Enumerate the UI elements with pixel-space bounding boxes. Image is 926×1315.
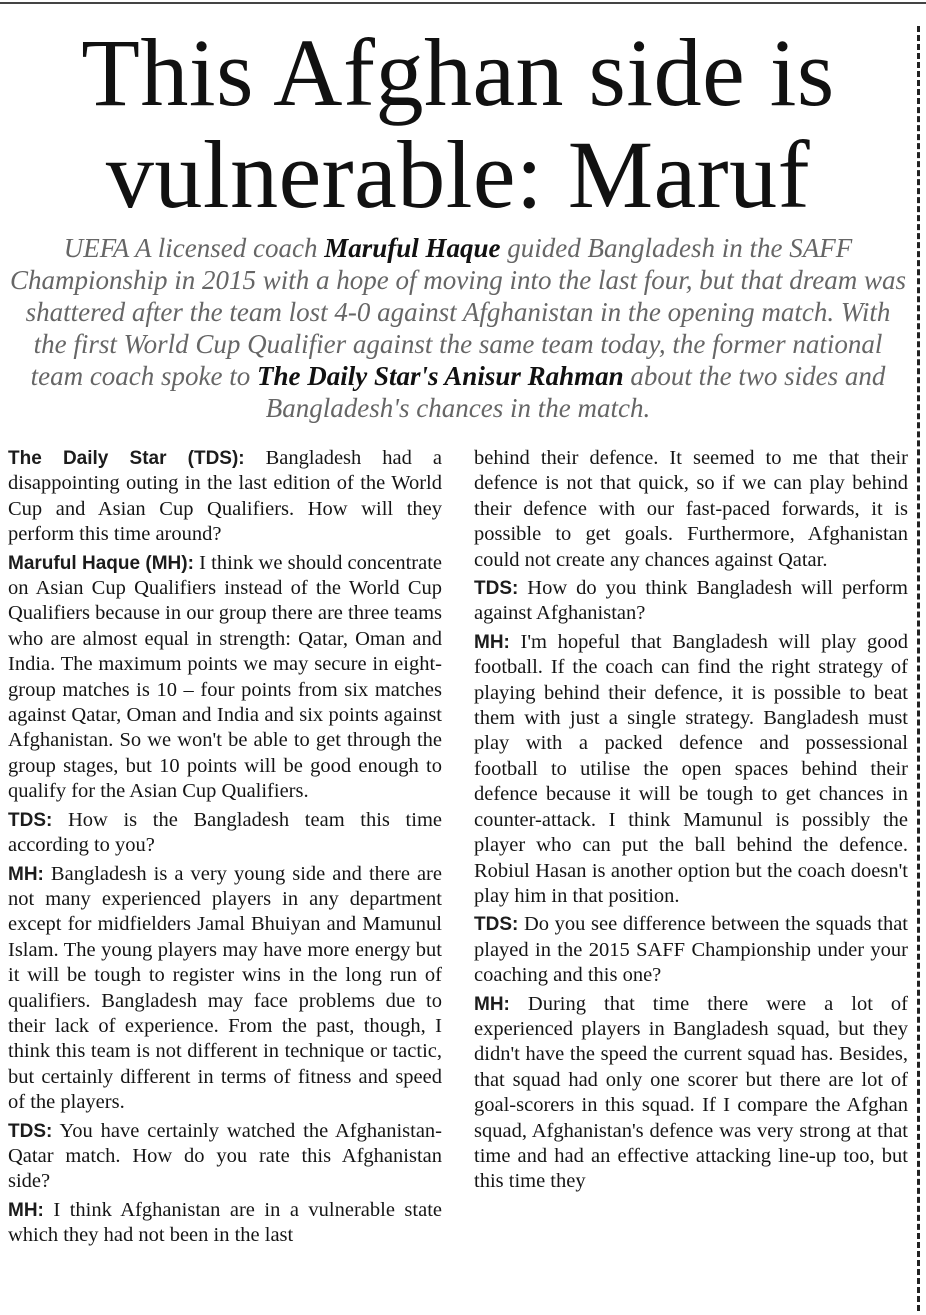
speaker-label: MH:: [474, 993, 510, 1015]
right-column: [474, 446, 908, 1311]
qa-paragraph: [8, 862, 442, 1116]
standfirst-reporter: The Daily Star's Anisur Rahman: [257, 361, 624, 391]
speaker-label: TDS:: [8, 1120, 53, 1142]
paragraph-text: I think we should concentrate on Asian Cup Qualifiers instead of the World Cup Qualifiers because in our group there are three teams who are almost equal in strength: Qatar, Oman and India. The maximum points we may secure in eight-group matches is 10 – four points from six matches against Qatar, Oman and India and six points against Afghanistan. So we won't be able to get through the group stages, but 10 points will be good enough to qualify for the Asian Cup Qualifiers.: [8, 551, 442, 803]
standfirst-coach-name: Maruful Haque: [324, 233, 501, 263]
paragraph-text: How do you think Bangladesh will perform against Afghanistan?: [474, 577, 908, 625]
qa-paragraph: [474, 576, 908, 627]
speaker-label: MH:: [8, 863, 44, 885]
paragraph-text: How is the Bangladesh team this time according to you?: [8, 808, 442, 857]
paragraph-text: Do you see difference between the squads that played in the 2015 SAFF Championship under your coaching and this one?: [474, 913, 908, 987]
article-body: [8, 446, 908, 1311]
speaker-label: TDS:: [474, 578, 519, 600]
qa-paragraph: [8, 1119, 442, 1195]
top-rule: [0, 2, 926, 4]
speaker-label: TDS:: [8, 809, 53, 831]
paragraph-text: I think Afghanistan are in a vulnerable state which they had not been in the last: [8, 1198, 442, 1247]
paragraph-text: You have certainly watched the Afghanistan-Qatar match. How do you rate this Afghanistan side?: [8, 1119, 442, 1193]
qa-paragraph: [474, 630, 908, 909]
left-column: [8, 446, 442, 1311]
paragraph-text: Bangladesh is a very young side and there are not many experienced players in any department except for midfielders Jamal Bhuiyan and Mamunul Islam. The young players may have more energy but it will be tough to register wins in the long run of qualifiers. Bangladesh may face problems due to their lack of experience. From the past, though, I think this team is not different in technique or tactic, but certainly different in terms of fitness and speed of the players.: [8, 862, 442, 1114]
qa-paragraph: [474, 992, 908, 1195]
dashed-cut-border: [917, 26, 920, 1311]
speaker-label: MH:: [474, 631, 510, 653]
speaker-label: The Daily Star (TDS):: [8, 448, 245, 469]
standfirst-text-3: about the two sides and Bangladesh's chances in the match.: [265, 361, 886, 423]
standfirst-text-1: UEFA A licensed coach: [63, 233, 325, 263]
qa-paragraph: [8, 551, 442, 805]
standfirst: [8, 232, 908, 424]
headline: This Afghan side is vulnerable: Maruf: [81, 19, 835, 228]
paragraph-text: Bangladesh had a disappointing outing in the last edition of the World Cup and Asian Cup Qualifiers. How will they perform this time around?: [8, 447, 442, 546]
paragraph-text: During that time there were a lot of experienced players in Bangladesh squad, but they didn't have the speed the current squad has. Besides, that squad had only one scorer but there are lot of goal-scorers in this squad. If I compare the Afghan squad, Afghanistan's defence was very strong at that time and had an effective attacking line-up too, but this time they: [474, 992, 908, 1193]
standfirst-text-2: guided Bangladesh in the SAFF Championship in 2015 with a hope of moving into the last four, but that dream was shattered after the team lost 4-0 against Afghanistan in the opening match. With the first World Cup Qualifier against the same team today, the former national team coach spoke to: [9, 233, 907, 391]
qa-paragraph: [8, 808, 442, 859]
paragraph-text: I'm hopeful that Bangladesh will play good football. If the coach can find the right strategy of playing behind their defence, it is possible to beat them with just a single strategy. Bangladesh must play with a packed defence and possessional football to utilise the open spaces behind their defence because it will be tough to get chances in counter-attack. I think Mamunul is possibly the player who can put the ball behind the defence. Robiul Hasan is another option but the coach doesn't play him in that position.: [474, 630, 908, 907]
qa-paragraph: [8, 446, 442, 548]
qa-paragraph: [8, 1198, 442, 1249]
speaker-label: TDS:: [474, 914, 519, 936]
speaker-label: MH:: [8, 1199, 44, 1221]
paragraph-text: behind their defence. It seemed to me that their defence is not that quick, so if we can play behind their defence with our fast-paced forwards, it is possible to get goals. Furthermore, Afghanistan could not create any chances against Qatar.: [474, 447, 908, 571]
qa-paragraph: [474, 446, 908, 573]
speaker-label: Maruful Haque (MH):: [8, 552, 194, 574]
qa-paragraph: [474, 912, 908, 988]
